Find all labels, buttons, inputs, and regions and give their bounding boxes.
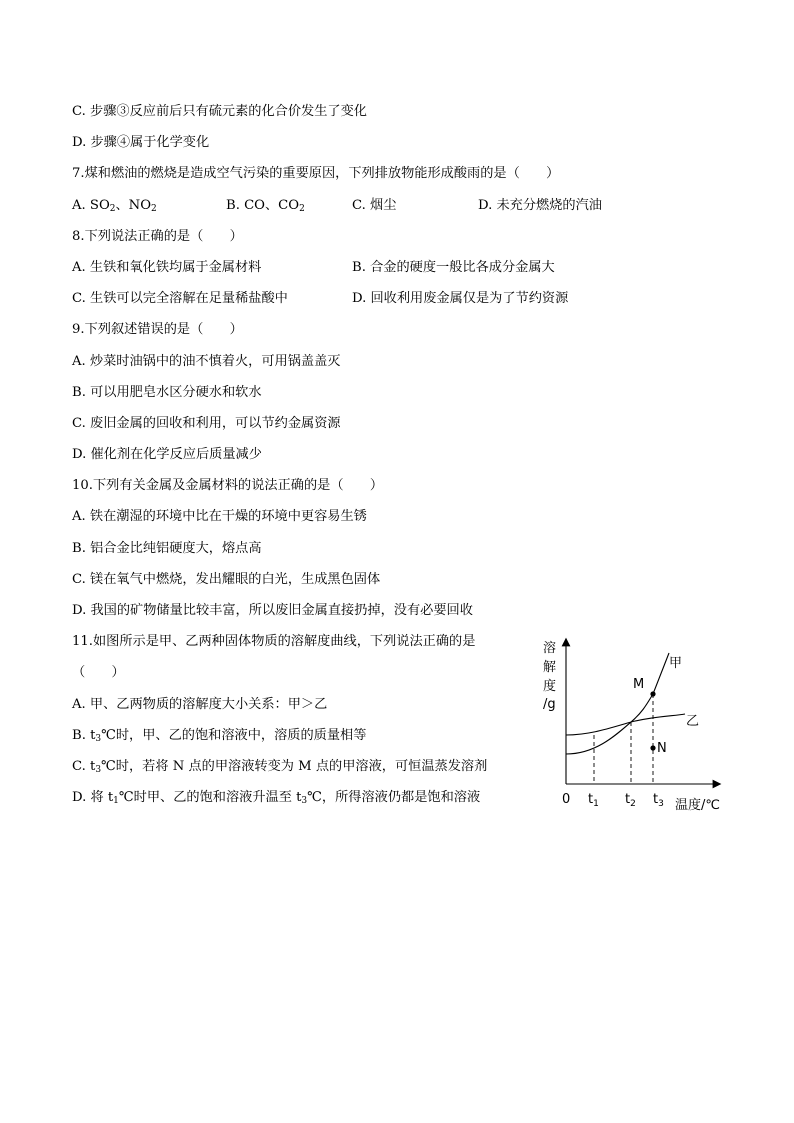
q9-option-c: C. 废旧金属的回收和利用，可以节约金属资源 [72, 416, 341, 431]
q7-option-c: C. 烟尘 [352, 198, 397, 213]
x-label: 温度/℃ [675, 798, 720, 813]
q11-option-d: D. 将 $t_1℃$时甲、乙的饱和溶液升温至 $t_3℃$，所得溶液仍都是饱和溶液 [72, 790, 481, 806]
q11-stem: 11.如图所示是甲、乙两种固体物质的溶解度曲线，下列说法正确的是 [72, 634, 476, 649]
y-label-1: 溶 [543, 641, 557, 656]
series-jia-label: 甲 [669, 656, 683, 671]
tick-t3: $t_3$ [653, 792, 664, 809]
q11-option-b: B. $t_3℃$时，甲、乙的饱和溶液中，溶质的质量相等 [72, 728, 367, 744]
q11-option-c: C. $t_3℃$时，若将 N 点的甲溶液转变为 M 点的甲溶液，可恒温蒸发溶剂 [72, 759, 488, 775]
y-label-4: /g [543, 697, 556, 712]
series-yi-label: 乙 [686, 714, 700, 729]
curve-jia [566, 653, 669, 754]
y-label-3: 度 [543, 679, 557, 694]
q11-stem-brackets: （ ） [72, 665, 125, 680]
q10-stem: 10.下列有关金属及金属材料的说法正确的是（ ） [72, 478, 384, 493]
q9-option-b: B. 可以用肥皂水区分硬水和软水 [72, 385, 262, 400]
q6-option-c: C. 步骤③反应前后只有硫元素的化合价发生了变化 [72, 104, 367, 119]
curve-yi [566, 714, 685, 735]
q10-option-a: A. 铁在潮湿的环境中比在干燥的环境中更容易生锈 [72, 509, 367, 524]
q7-stem: 7.煤和燃油的燃烧是造成空气污染的重要原因，下列排放物能形成酸雨的是（ ） [72, 166, 560, 181]
q7-option-b: B. CO、$CO_2$ [226, 198, 305, 214]
point-m-label: M [633, 677, 645, 692]
q8-stem: 8.下列说法正确的是（ ） [72, 229, 243, 244]
origin-label: 0 [562, 792, 571, 807]
q9-option-a: A. 炒菜时油锅中的油不慎着火，可用锅盖盖灭 [72, 354, 341, 369]
q8-option-b: B. 合金的硬度一般比各成分金属大 [352, 260, 555, 275]
q8-option-d: D. 回收利用废金属仅是为了节约资源 [352, 291, 569, 306]
q7-option-a: A. $SO_2$、$NO_2$ [72, 198, 157, 214]
point-n-label: N [657, 741, 667, 756]
point-m-marker [650, 691, 655, 696]
y-label-2: 解 [543, 660, 557, 675]
q10-option-b: B. 铝合金比纯铝硬度大，熔点高 [72, 541, 262, 556]
q10-option-d: D. 我国的矿物储量比较丰富，所以废旧金属直接扔掉，没有必要回收 [72, 603, 473, 618]
point-n-marker [650, 745, 655, 750]
q9-option-d: D. 催化剂在化学反应后质量减少 [72, 447, 262, 462]
q10-option-c: C. 镁在氧气中燃烧，发出耀眼的白光，生成黑色固体 [72, 572, 381, 587]
tick-t2: $t_2$ [625, 792, 636, 809]
q9-stem: 9.下列叙述错误的是（ ） [72, 322, 243, 337]
q7-option-d: D. 未充分燃烧的汽油 [478, 198, 602, 213]
solubility-curve-figure [535, 636, 735, 821]
q8-option-c: C. 生铁可以完全溶解在足量稀盐酸中 [72, 291, 288, 306]
q11-option-a: A. 甲、乙两物质的溶解度大小关系：甲＞乙 [72, 697, 328, 712]
tick-t1: $t_1$ [588, 792, 599, 809]
q8-option-a: A. 生铁和氧化铁均属于金属材料 [72, 260, 262, 275]
q6-option-d: D. 步骤④属于化学变化 [72, 135, 210, 150]
